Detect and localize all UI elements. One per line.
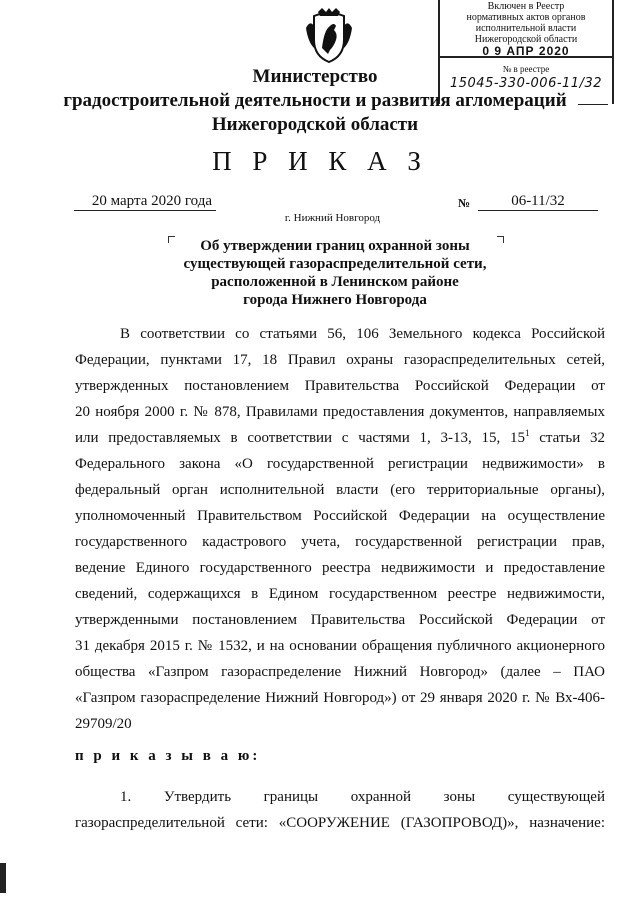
scan-edge-mark <box>0 863 6 893</box>
order-item-1 <box>75 784 605 836</box>
stamp-line: Нижегородской области <box>474 34 578 45</box>
subject-line: существующей газораспределительной сети, <box>183 256 487 272</box>
text-line: газораспределительной сети: «СООРУЖЕНИЕ (ГАЗОПРОВОД)», назначение: <box>75 815 605 831</box>
text-line: утвержденными постановлением Правительства Российской Федерации от <box>75 612 605 628</box>
text-line: 31 декабря 2015 г. № 1532, и на основании обращения публичного акционерного <box>75 638 605 654</box>
text-line: уполномоченный Правительством Российской Федерации на осуществление <box>75 508 605 524</box>
document-date: 20 марта 2020 года <box>74 192 216 211</box>
text-line: Федерального закона «О государственной регистрации недвижимости» в <box>75 456 605 472</box>
text-line: сведений, содержащихся в Едином государственном реестре недвижимости, <box>75 586 605 602</box>
registry-number: 15045-330-006-11/32 <box>449 76 603 91</box>
stamp-line: исполнительной власти <box>475 23 577 34</box>
superscript: 1 <box>524 428 530 438</box>
text-fragment: статьи 32 <box>529 430 606 446</box>
text-line: ведение Единого государственного реестра недвижимости и предоставление <box>75 560 605 576</box>
text-line: федеральный орган исполнительной власти (его территориальные органы), <box>75 482 605 498</box>
coat-of-arms-icon <box>304 8 354 64</box>
subject-line: города Нижнего Новгорода <box>243 292 427 308</box>
text-line: В соответствии со статьями 56, 106 Земельного кодекса Российской <box>120 326 605 342</box>
text-line <box>75 425 605 451</box>
text-line: Федерации, пунктами 17, 18 Правил охраны газораспределительных сетей, <box>75 352 605 368</box>
document-type-title: П Р И К А З <box>212 146 428 176</box>
text-line: утвержденных постановлением Правительства Российской Федерации от <box>75 378 605 394</box>
ministry-name: Министерство <box>252 66 378 87</box>
corner-mark <box>497 236 504 243</box>
text-line: «Газпром газораспределение Нижний Новгород») от 29 января 2020 г. № Вх-406- <box>75 690 605 706</box>
ministry-name: градостроительной деятельности и развития агломераций <box>63 90 567 111</box>
registry-stamp <box>438 0 614 58</box>
preamble-paragraph <box>75 321 605 737</box>
subject-line: расположенной в Ленинском районе <box>211 274 459 290</box>
text-line: 1. Утвердить границы охранной зоны существующей <box>120 789 605 805</box>
stamp-line: Включен в Реестр <box>487 1 565 12</box>
corner-mark <box>168 236 175 243</box>
document-city: г. Нижний Новгород <box>284 212 381 224</box>
subject-line: Об утверждении границ охранной зоны <box>200 238 470 254</box>
order-keyword: п р и к а з ы в а ю: <box>75 748 261 764</box>
registry-label: № в реестре <box>502 64 550 74</box>
number-sign: № <box>458 196 471 210</box>
text-line: 29709/20 <box>75 716 132 732</box>
text-fragment: или предоставляемых в соответствии с частями 1, 3-13, 15, 15 <box>75 430 525 446</box>
decorative-rule <box>578 104 608 105</box>
document-subject <box>180 237 490 309</box>
text-line: государственного кадастрового учета, государственной регистрации прав, <box>75 534 605 550</box>
stamp-date: 0 9 АПР 2020 <box>482 44 570 58</box>
text-line: 20 ноября 2000 г. № 878, Правилами предоставления документов, направляемых <box>75 404 605 420</box>
document-number: 06-11/32 <box>478 192 598 211</box>
ministry-region: Нижегородской области <box>211 114 419 135</box>
stamp-line: нормативных актов органов <box>466 12 586 23</box>
text-line: общества «Газпром газораспределение Нижний Новгород» (далее – ПАО <box>75 664 605 680</box>
